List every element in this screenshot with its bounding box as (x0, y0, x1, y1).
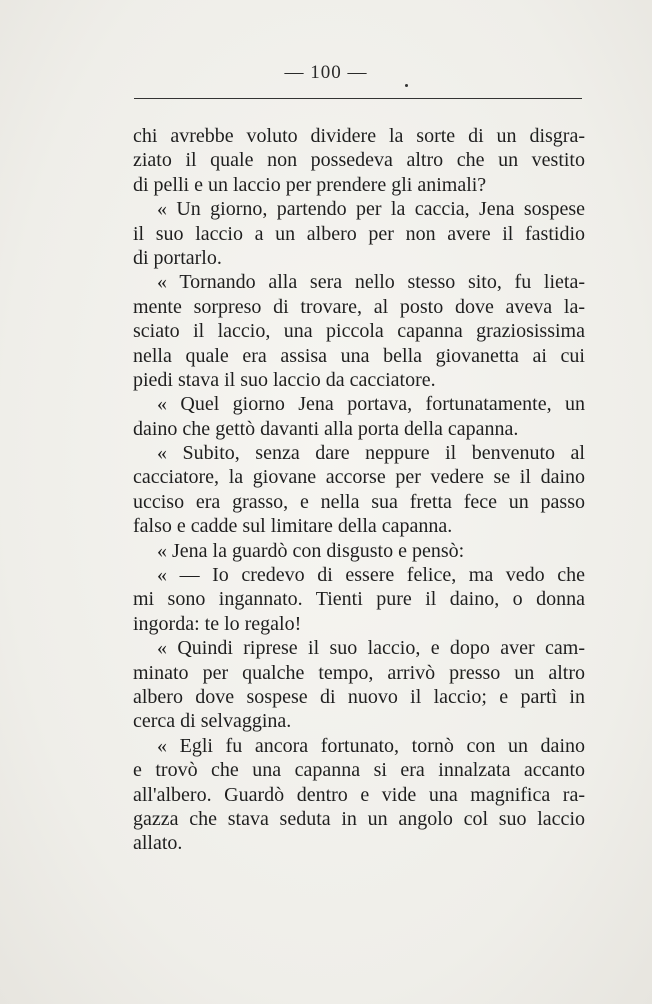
page-number-header: — 100 — (284, 62, 368, 83)
text-line: ucciso era grasso, e nella sua fretta fece un passo (133, 490, 585, 513)
text-line: mente sorpreso di trovare, al posto dove aveva la- (133, 295, 585, 318)
text-line: « Tornando alla sera nello stesso sito, fu lieta- (157, 271, 585, 294)
text-line: ziato il quale non possedeva altro che un vestito (133, 149, 585, 172)
text-line: e trovò che una capanna si era innalzata accanto (133, 759, 585, 782)
text-line: « Quindi riprese il suo laccio, e dopo aver cam- (157, 637, 585, 660)
text-line: ingorda: te lo regalo! (133, 612, 302, 635)
text-line: falso e cadde sul limitare della capanna. (133, 515, 453, 538)
text-line: sciato il laccio, una piccola capanna graziosissima (133, 320, 585, 343)
text-line: minato per qualche tempo, arrivò presso un altro (133, 661, 585, 684)
text-line: chi avrebbe voluto dividere la sorte di un disgra- (133, 125, 585, 147)
text-line: all'albero. Guardò dentro e vide una magnifica ra- (133, 783, 585, 806)
text-line: gazza che stava seduta in un angolo col suo laccio (133, 807, 585, 830)
text-line: cerca di selvaggina. (133, 710, 292, 733)
header-rule (134, 98, 582, 99)
text-line: mi sono ingannato. Tienti pure il daino, o donna (133, 588, 585, 611)
text-line: cacciatore, la giovane accorse per vedere se il daino (133, 466, 585, 489)
text-line: « Un giorno, partendo per la caccia, Jena sospese (157, 198, 585, 221)
body-text (133, 124, 585, 856)
text-line: allato. (133, 832, 183, 855)
text-line: « Quel giorno Jena portava, fortunatamente, un (157, 393, 585, 416)
text-line: il suo laccio a un albero per non avere il fastidio (133, 222, 585, 245)
text-line: « Subito, senza dare neppure il benvenuto al (157, 442, 585, 465)
text-line: « Jena la guardò con disgusto e pensò: (157, 539, 465, 562)
text-line: albero dove sospese di nuovo il laccio; e partì in (133, 685, 585, 708)
ink-speck (405, 84, 408, 87)
text-line: piedi stava il suo laccio da cacciatore. (133, 368, 436, 391)
text-line: di pelli e un laccio per prendere gli animali? (133, 173, 487, 196)
text-line: « — Io credevo di essere felice, ma vedo che (157, 564, 585, 587)
text-line: nella quale era assisa una bella giovanetta ai cui (133, 344, 585, 367)
text-line: daino che gettò davanti alla porta della capanna. (133, 417, 519, 440)
text-line: di portarlo. (133, 246, 222, 269)
text-line: « Egli fu ancora fortunato, tornò con un daino (157, 734, 585, 757)
